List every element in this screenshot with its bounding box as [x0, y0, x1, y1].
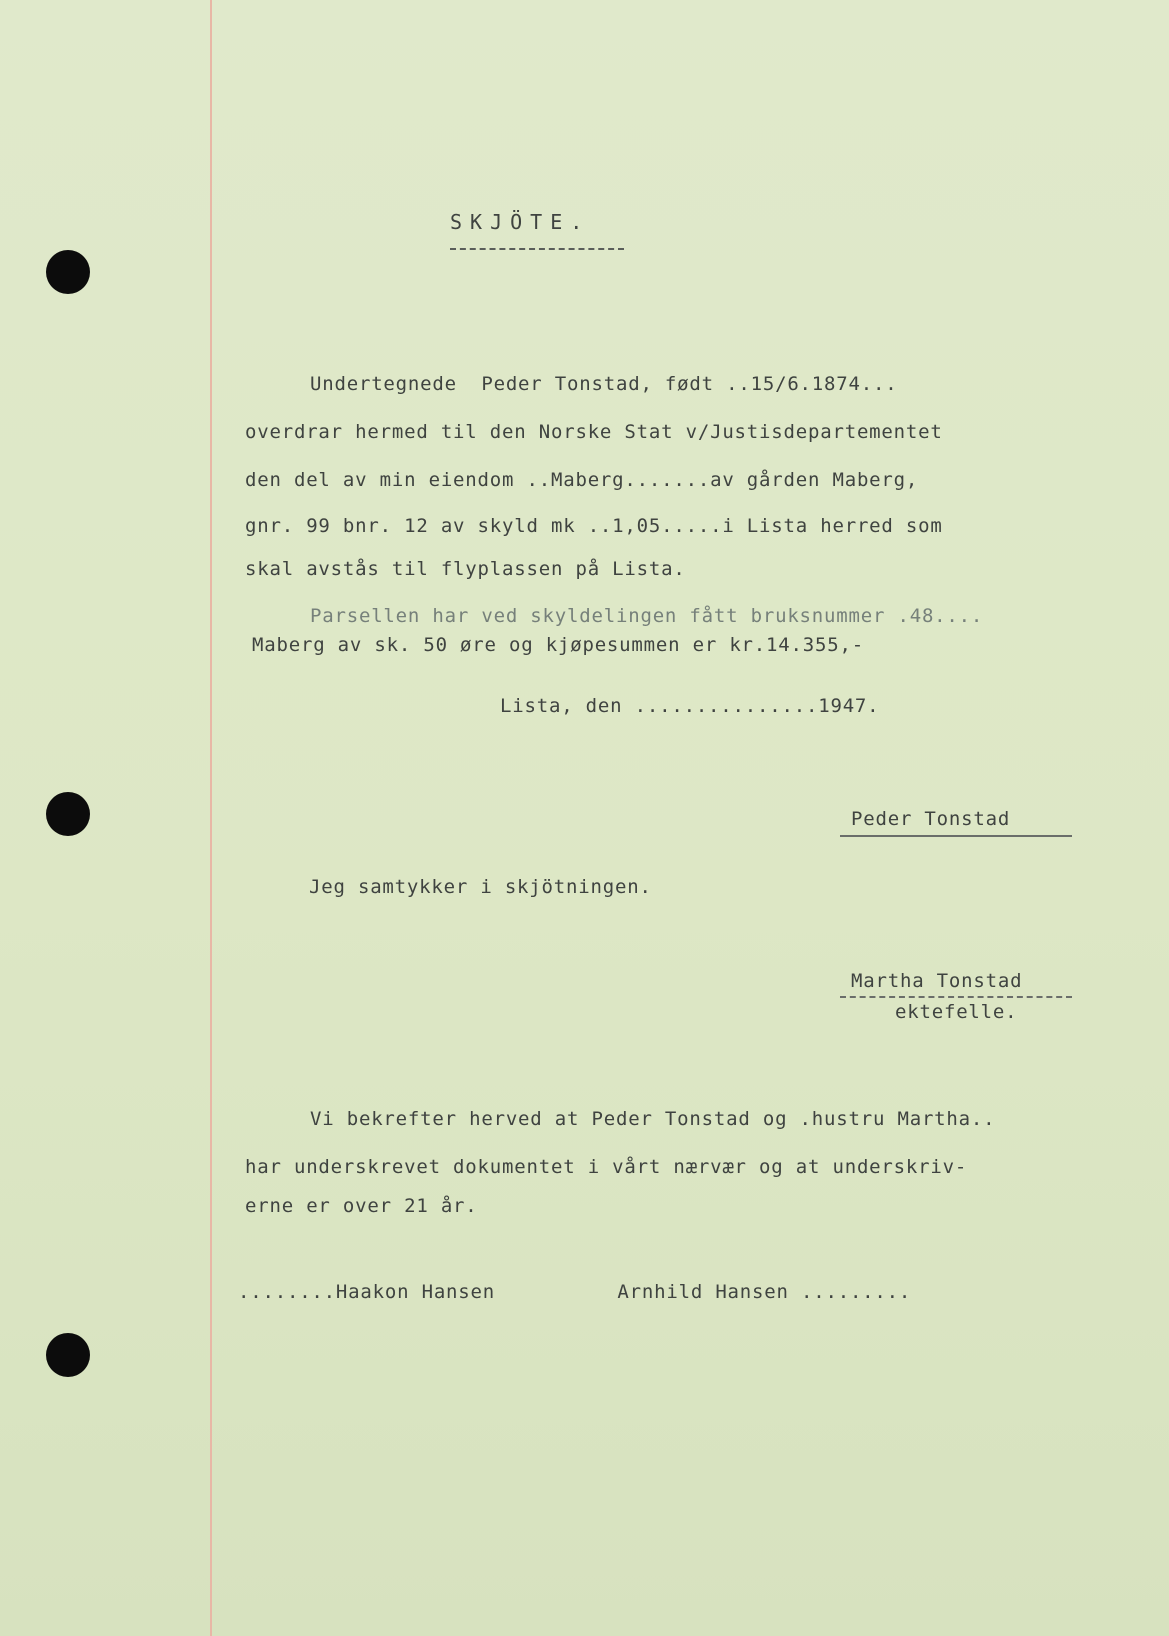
body-line-6: Parsellen har ved skyldelingen fått bruksnummer .48.... [310, 605, 984, 627]
body-line-3: den del av min eiendom ..Maberg.......av gården Maberg, [245, 469, 919, 491]
signature-martha-line [840, 996, 1072, 998]
punch-hole-middle [46, 792, 90, 836]
witness-line-3: erne er over 21 år. [245, 1195, 478, 1217]
date-line: Lista, den ...............1947. [500, 695, 880, 717]
signature-peder-line [840, 835, 1072, 837]
body-line-7: Maberg av sk. 50 øre og kjøpesummen er kr.14.355,- [252, 634, 864, 656]
signature-martha: Martha Tonstad [851, 970, 1023, 992]
witness-line-2: har underskrevet dokumentet i vårt nærvær og at underskriv- [245, 1156, 968, 1178]
witness-signatures: ........Haakon Hansen Arnhild Hansen ......... [238, 1281, 912, 1303]
body-line-1: Undertegnede Peder Tonstad, født ..15/6.1874... [310, 373, 898, 395]
punch-hole-top [46, 250, 90, 294]
signature-peder: Peder Tonstad [851, 808, 1011, 830]
title-underline [450, 248, 624, 250]
body-line-5: skal avstås til flyplassen på Lista. [245, 558, 686, 580]
body-line-4: gnr. 99 bnr. 12 av skyld mk ..1,05.....i Lista herred som [245, 515, 943, 537]
consent-line: Jeg samtykker i skjötningen. [309, 876, 652, 898]
body-line-2: overdrar hermed til den Norske Stat v/Justisdepartementet [245, 421, 943, 443]
margin-line [210, 0, 212, 1636]
martha-role: ektefelle. [895, 1001, 1018, 1023]
witness-line-1: Vi bekrefter herved at Peder Tonstad og .hustru Martha.. [310, 1108, 996, 1130]
document-title: SKJÖTE. [450, 210, 591, 234]
punch-hole-bottom [46, 1333, 90, 1377]
